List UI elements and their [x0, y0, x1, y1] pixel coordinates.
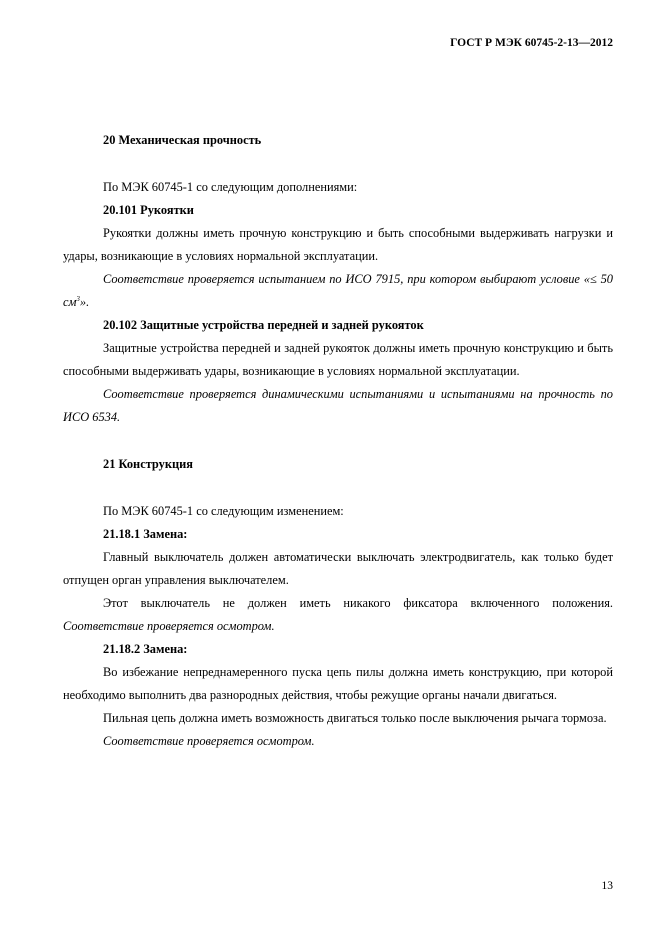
- clause-21-18-1-compliance: Соответствие проверяется осмотром.: [63, 619, 275, 633]
- clause-21-18-2-heading: 21.18.2 Замена:: [103, 642, 188, 656]
- clause-20-101-text: Рукоятки должны иметь прочную конструкцию и быть способными выдерживать нагрузки и удары, возникающие в условиях нормальной эксплуатации.: [63, 226, 613, 263]
- clause-20-102-compliance: Соответствие проверяется динамическими испытаниями и испытаниями на прочность по ИСО 6534.: [63, 387, 613, 424]
- clause-20-101-heading: 20.101 Рукоятки: [103, 203, 194, 217]
- compliance-text: Соответствие проверяется испытанием по ИСО 7915, при котором выбирают условие «≤ 50 см: [63, 272, 613, 309]
- clause-20-102-heading: 20.102 Защитные устройства передней и задней рукояток: [103, 318, 424, 332]
- clause-21-18-1-text: Главный выключатель должен автоматически выключать электродвигатель, как только будет отпущен орган управления выключателем.: [63, 550, 613, 587]
- clause-21-18-2-compliance: Соответствие проверяется осмотром.: [103, 734, 315, 748]
- clause-21-18-1-text2-body: Этот выключатель не должен иметь никакого фиксатора включенного положения.: [103, 596, 613, 610]
- section-21-title: 21 Конструкция: [103, 457, 193, 471]
- clause-21-18-1-heading: 21.18.1 Замена:: [103, 527, 188, 541]
- clause-21-18-2-text2: Пильная цепь должна иметь возможность двигаться только после выключения рычага тормоза.: [103, 711, 607, 725]
- clause-21-18-1-text2: [63, 592, 613, 638]
- clause-20-102-text: Защитные устройства передней и задней рукояток должны иметь прочную конструкцию и быть способными выдерживать удары, возникающие в условиях нормальной эксплуатации.: [63, 341, 613, 378]
- section-21-intro: По МЭК 60745-1 со следующим изменением:: [103, 504, 344, 518]
- clause-20-101-compliance: [63, 268, 613, 314]
- clause-21-18-2-text: Во избежание непреднамеренного пуска цепь пилы должна иметь конструкцию, при которой необходимо выполнить два разнородных действия, чтобы режущие органы начали двигаться.: [63, 665, 613, 702]
- standard-code-header: ГОСТ Р МЭК 60745-2-13—2012: [450, 37, 613, 49]
- superscript-3: 3: [76, 294, 80, 303]
- compliance-end: ».: [79, 295, 90, 309]
- section-20-title: 20 Механическая прочность: [103, 133, 262, 147]
- page-number: 13: [601, 880, 613, 892]
- section-20-intro: По МЭК 60745-1 со следующим дополнениями:: [103, 180, 358, 194]
- document-body: [63, 129, 613, 753]
